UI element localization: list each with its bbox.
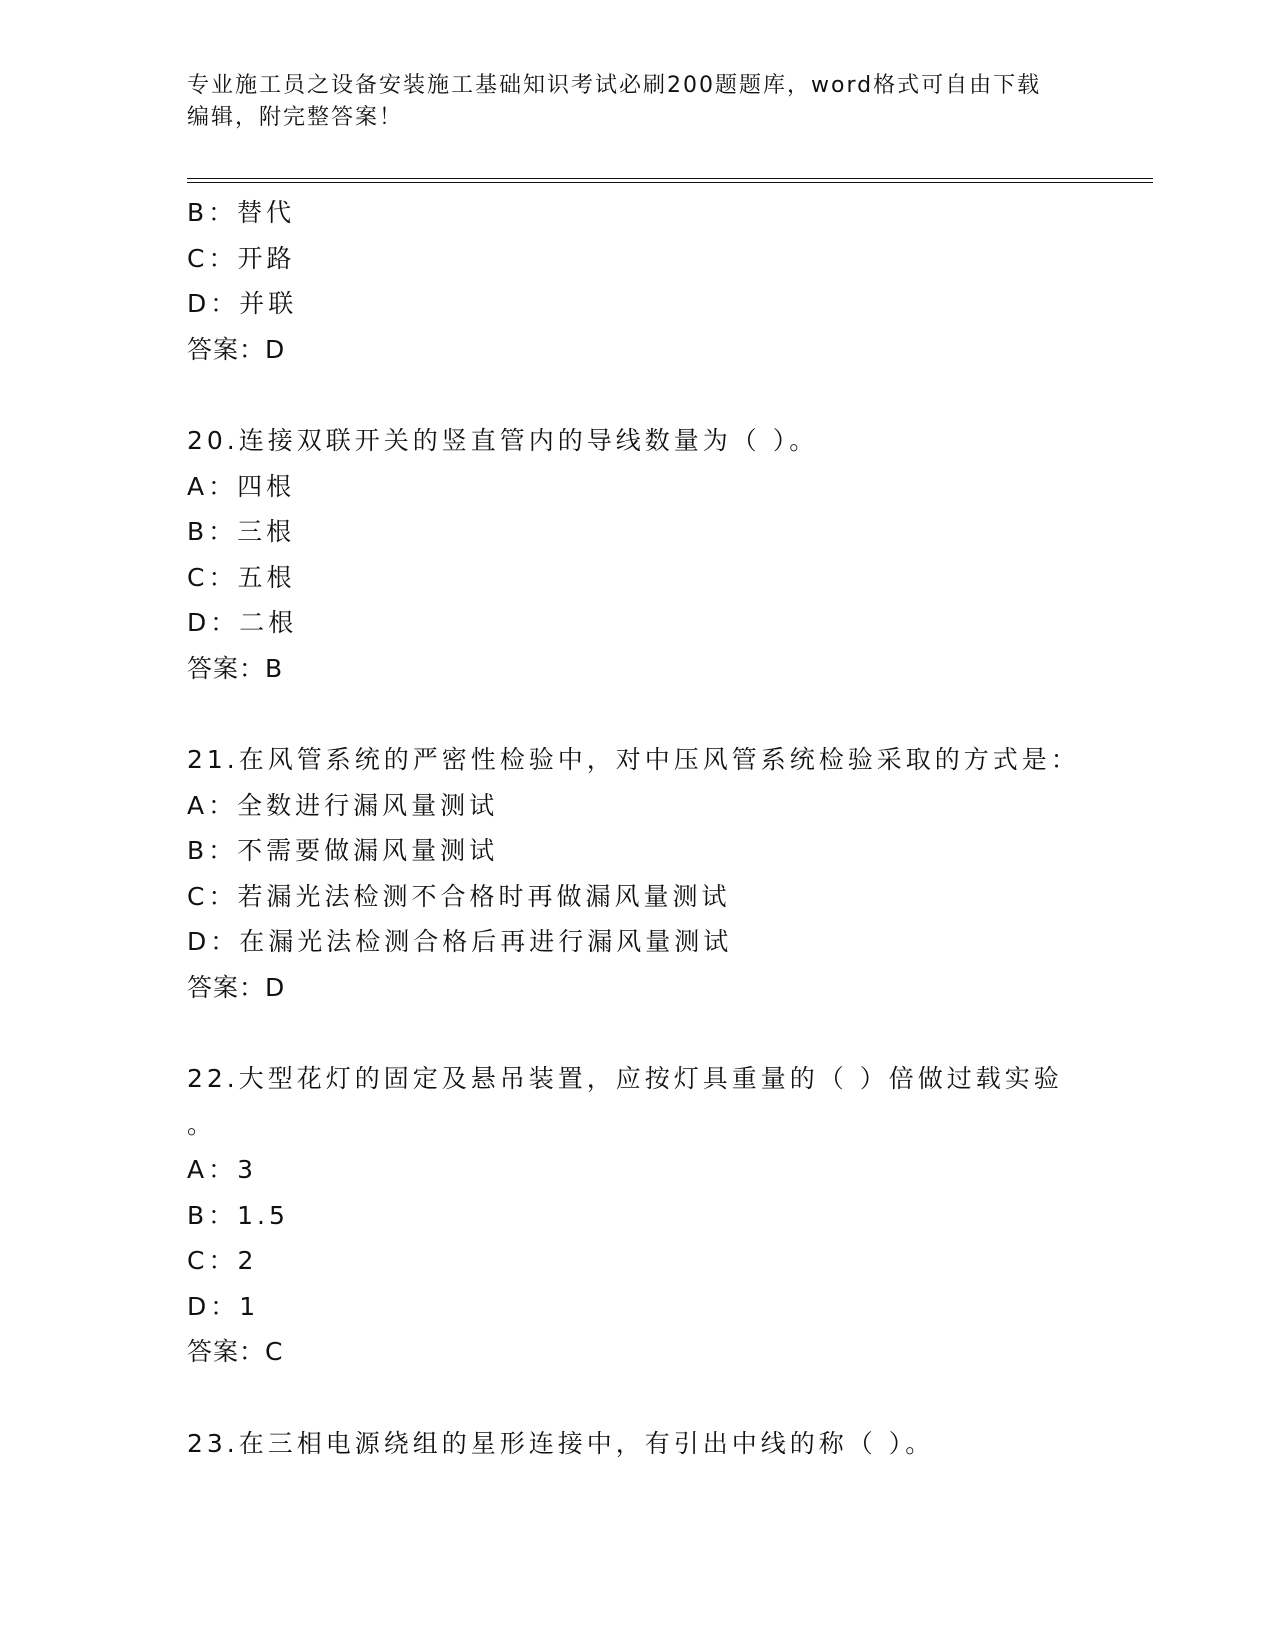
answer-line: 答案：D [187,972,286,1002]
option-a: A：3 [187,1155,258,1184]
option-d: D：在漏光法检测合格后再进行漏风量测试 [187,927,733,956]
option-c: C：五根 [187,562,296,592]
previous-question-tail [187,190,1153,372]
question-stem: 22.大型花灯的固定及悬吊装置，应按灯具重量的（ ）倍做过载实验 [187,1064,1063,1093]
question-stem: 23.在三相电源绕组的星形连接中，有引出中线的称（ ）。 [187,1428,935,1458]
question-list [187,190,1153,1466]
question-stem: 20.连接双联开关的竖直管内的导线数量为（ ）。 [187,426,819,455]
question-21 [187,737,1153,1010]
option-a: A：四根 [187,471,296,501]
option-a: A：全数进行漏风量测试 [187,790,499,820]
header-divider-top [187,178,1153,179]
answer-line: 答案：D [187,334,286,364]
option-d: D：二根 [187,608,298,637]
header-divider-bottom [187,182,1153,183]
option-c: C：2 [187,1246,258,1275]
option-b: B：替代 [187,198,296,227]
option-c: C：若漏光法检测不合格时再做漏风量测试 [187,881,731,911]
answer-line: 答案：B [187,653,284,683]
option-c: C：开路 [187,243,296,273]
document-header [187,70,1087,134]
option-b: B：1.5 [187,1200,289,1230]
option-b: B：三根 [187,517,296,546]
option-b: B：不需要做漏风量测试 [187,836,499,865]
option-d: D：并联 [187,289,298,318]
question-stem: 21.在风管系统的严密性检验中，对中压风管系统检验采取的方式是： [187,745,1080,774]
option-d: D：1 [187,1291,260,1321]
question-23 [187,1421,1153,1467]
question-22 [187,1056,1153,1375]
header-line-1: 专业施工员之设备安装施工基础知识考试必刷200题题库，word格式可自由下载 [187,73,1042,98]
question-stem-continuation: 。 [187,1109,217,1139]
header-line-2: 编辑，附完整答案！ [187,105,404,130]
answer-line: 答案：C [187,1337,284,1366]
question-20 [187,418,1153,691]
